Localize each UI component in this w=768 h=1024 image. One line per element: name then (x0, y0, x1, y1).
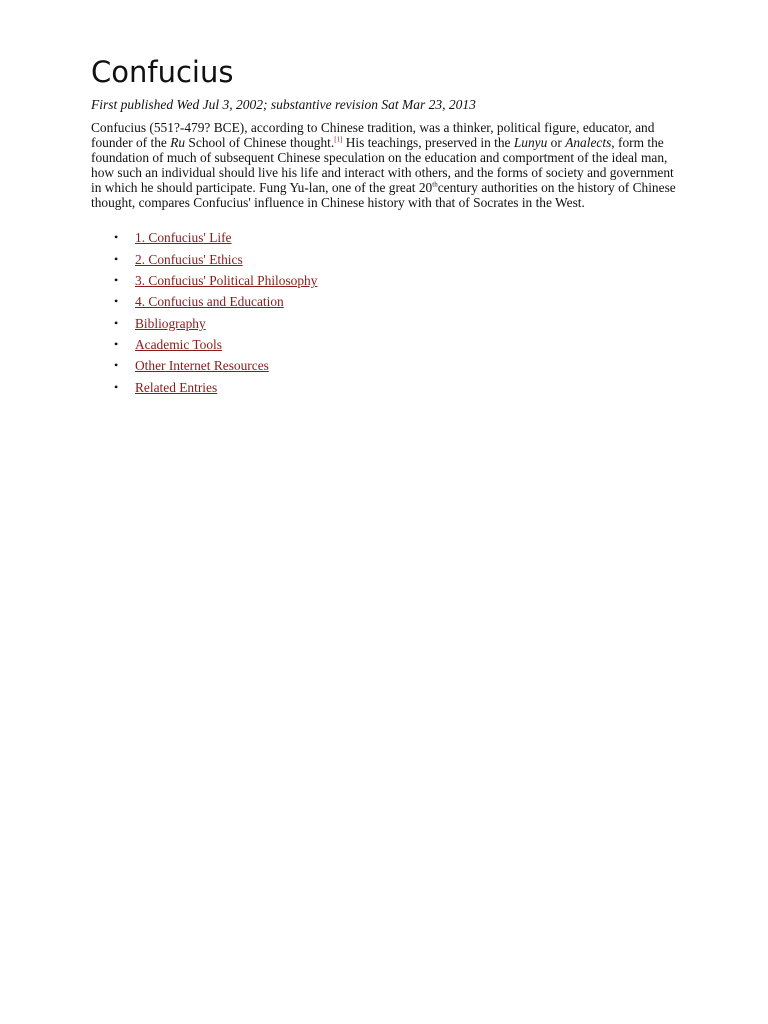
toc-link-confucius-ethics[interactable]: 2. Confucius' Ethics (135, 251, 243, 267)
bullet-icon: • (114, 336, 119, 351)
intro-text-5: , form the foundation of much of subsequent Chinese speculation on the education and comportment of the ideal man, how such an individual should live his life and interact with others, and the forms of society and government in which he should participate. Fung Yu-lan, one of the great 20 (91, 134, 674, 195)
toc-item (91, 334, 681, 355)
toc-link-bibliography[interactable]: Bibliography (135, 315, 206, 331)
bullet-icon: • (114, 230, 119, 245)
toc-item (91, 270, 681, 291)
toc-link-confucius-life[interactable]: 1. Confucius' Life (135, 230, 232, 246)
intro-lunyu: Lunyu (513, 134, 548, 150)
toc-item (91, 291, 681, 312)
intro-ru: Ru (170, 134, 186, 150)
intro-analects: Analects (565, 134, 612, 150)
toc-link-internet-resources[interactable]: Other Internet Resources (135, 358, 269, 374)
toc-item (91, 249, 681, 270)
footnote-link-1[interactable]: [1] (334, 135, 343, 144)
bullet-icon: • (114, 273, 119, 288)
bullet-icon: • (114, 358, 119, 373)
intro-text-6: century authorities on the history of Chinese thought, compares Confucius' influence in Chinese history with that of Socrates in the West. (91, 179, 676, 210)
intro-superscript-th: th (432, 180, 438, 189)
article (91, 52, 681, 398)
intro-text-1: Confucius (551?-479? BCE), according to Chinese tradition, was a thinker, political figure, educator, and founder of the (91, 120, 655, 150)
intro-text-3: His teachings, preserved in the (342, 134, 514, 150)
intro-text-4: or (547, 134, 566, 150)
toc-item (91, 313, 681, 334)
bullet-icon: • (114, 251, 119, 266)
bullet-icon: • (114, 315, 119, 330)
table-of-contents (91, 227, 681, 397)
toc-item (91, 355, 681, 376)
toc-link-academic-tools[interactable]: Academic Tools (135, 336, 222, 352)
toc-link-related-entries[interactable]: Related Entries (135, 379, 218, 395)
intro-text-2: School of Chinese thought. (185, 134, 335, 150)
bullet-icon: • (114, 379, 119, 394)
toc-link-education[interactable]: 4. Confucius and Education (135, 294, 284, 310)
intro-paragraph (91, 121, 681, 210)
bullet-icon: • (114, 294, 119, 309)
publication-info: First published Wed Jul 3, 2002; substantive revision Sat Mar 23, 2013 (91, 97, 476, 112)
toc-link-political-philosophy[interactable]: 3. Confucius' Political Philosophy (135, 273, 318, 289)
page-title: Confucius (91, 55, 234, 89)
toc-item (91, 377, 681, 398)
toc-item (91, 227, 681, 248)
